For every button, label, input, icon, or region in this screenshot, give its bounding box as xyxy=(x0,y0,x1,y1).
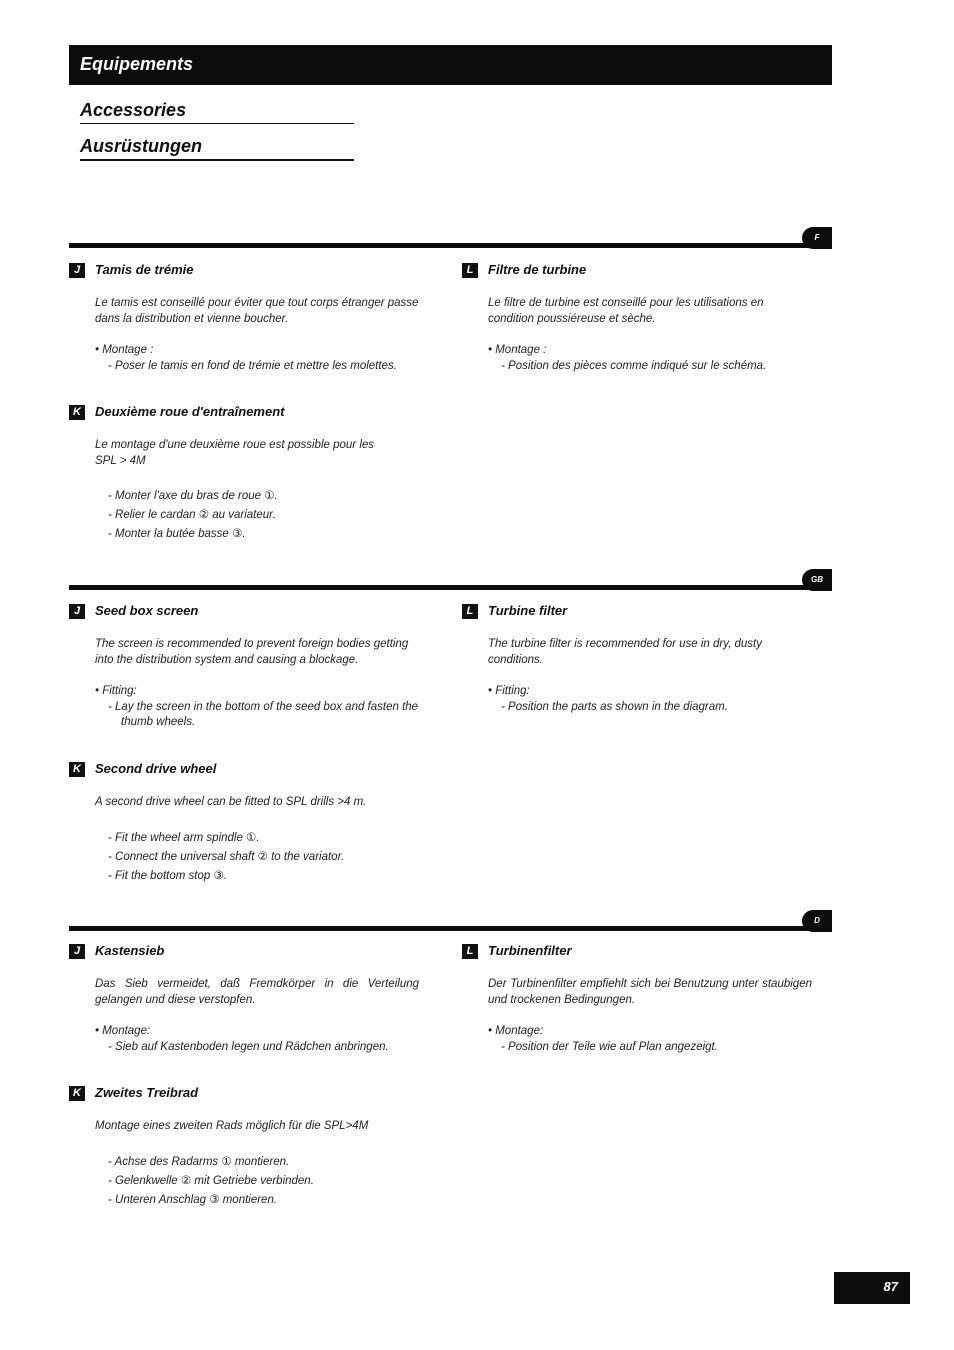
step-item: - Monter la butée basse ③. xyxy=(108,528,246,540)
marker-l: L xyxy=(462,263,478,278)
page-number-box xyxy=(834,1272,910,1304)
step-item: - Poser le tamis en fond de trémie et mettre les molettes. xyxy=(108,359,397,372)
bullet-item: • Montage : xyxy=(488,344,547,356)
paragraph: A second drive wheel can be fitted to SPL drills >4 m. xyxy=(95,796,367,808)
block-fr-j xyxy=(69,262,419,374)
step-item: - Fit the wheel arm spindle ①. xyxy=(108,831,260,844)
heading-deuxieme-roue: Deuxième roue d'entraînement xyxy=(95,404,285,419)
section-divider-d xyxy=(69,926,829,931)
page-number: 87 xyxy=(883,1279,898,1294)
marker-j: J xyxy=(69,944,85,959)
step-item: - Achse des Radarms ① montieren. xyxy=(108,1155,290,1168)
paragraph: Le filtre de turbine est conseillé pour les utilisations en condition poussiéreuse et sèche. xyxy=(488,297,764,325)
heading-zweites-treibrad: Zweites Treibrad xyxy=(95,1085,199,1100)
block-de-k xyxy=(69,1085,414,1210)
heading-turbinenfilter: Turbinenfilter xyxy=(488,943,572,958)
paragraph: Das Sieb vermeidet, daß Fremdkörper in die Verteilung gelangen und diese verstopfen. xyxy=(95,978,419,1006)
marker-j: J xyxy=(69,604,85,619)
paragraph: The screen is recommended to prevent foreign bodies getting into the distribution system and causing a blockage. xyxy=(95,638,409,666)
block-de-j xyxy=(69,943,419,1055)
heading-second-drive-wheel: Second drive wheel xyxy=(95,761,217,776)
step-item: - Sieb auf Kastenboden legen und Rädchen anbringen. xyxy=(108,1040,389,1053)
step-item: - Connect the universal shaft ② to the variator. xyxy=(108,850,345,863)
marker-j: J xyxy=(69,263,85,278)
marker-l: L xyxy=(462,944,478,959)
step-item: - Monter l'axe du bras de roue ①. xyxy=(108,490,278,502)
marker-l: L xyxy=(462,604,478,619)
block-fr-k xyxy=(69,404,414,544)
heading-filtre-de-turbine: Filtre de turbine xyxy=(488,262,587,277)
language-tab-d: D xyxy=(802,910,832,932)
language-tab-fr: F xyxy=(802,227,832,249)
subtitle-german: Ausrüstungen xyxy=(80,136,354,161)
bullet-item: • Montage: xyxy=(488,1025,544,1037)
page-title: Equipements xyxy=(80,54,194,74)
bullet-item: • Montage : xyxy=(95,344,154,356)
step-item: - Relier le cardan ② au variateur. xyxy=(108,509,276,521)
bullet-item: • Fitting: xyxy=(95,685,137,697)
block-gb-l xyxy=(462,603,807,715)
heading-kastensieb: Kastensieb xyxy=(95,943,165,958)
bullet-item: • Montage: xyxy=(95,1025,151,1037)
block-fr-l xyxy=(462,262,807,374)
heading-tamis-de-tremie: Tamis de trémie xyxy=(95,262,194,277)
bullet-item: • Fitting: xyxy=(488,685,530,697)
heading-turbine-filter: Turbine filter xyxy=(488,603,568,618)
page-title-bar xyxy=(69,45,832,85)
block-gb-j xyxy=(69,603,419,731)
step-item: - Position der Teile wie auf Plan angezeigt. xyxy=(501,1040,718,1053)
block-gb-k xyxy=(69,761,414,886)
language-tab-gb: GB xyxy=(802,569,832,591)
paragraph: Le montage d'une deuxième roue est possible pour les SPL > 4M xyxy=(95,439,375,467)
section-divider-gb xyxy=(69,585,829,590)
step-item: - Lay the screen in the bottom of the seed box and fasten the thumb wheels. xyxy=(108,700,419,728)
step-item: - Position the parts as shown in the diagram. xyxy=(501,700,728,713)
paragraph: The turbine filter is recommended for use in dry, dusty conditions. xyxy=(488,638,762,666)
paragraph: Der Turbinenfilter empfiehlt sich bei Benutzung unter staubigen und trockenen Bedingungen. xyxy=(488,978,812,1006)
marker-k: K xyxy=(69,1086,85,1101)
step-item: - Position des pièces comme indiqué sur le schéma. xyxy=(501,359,767,372)
block-de-l xyxy=(462,943,812,1055)
heading-seed-box-screen: Seed box screen xyxy=(95,603,199,618)
step-item: - Unteren Anschlag ③ montieren. xyxy=(108,1193,278,1206)
marker-k: K xyxy=(69,405,85,420)
step-item: - Fit the bottom stop ③. xyxy=(108,869,227,882)
paragraph: Montage eines zweiten Rads möglich für die SPL>4M xyxy=(95,1120,369,1132)
subtitle-english: Accessories xyxy=(80,100,354,124)
marker-k: K xyxy=(69,762,85,777)
paragraph: Le tamis est conseillé pour éviter que tout corps étranger passe dans la distribution et vienne boucher. xyxy=(95,297,419,325)
step-item: - Gelenkwelle ② mit Getriebe verbinden. xyxy=(108,1174,314,1187)
section-divider-fr xyxy=(69,243,829,248)
